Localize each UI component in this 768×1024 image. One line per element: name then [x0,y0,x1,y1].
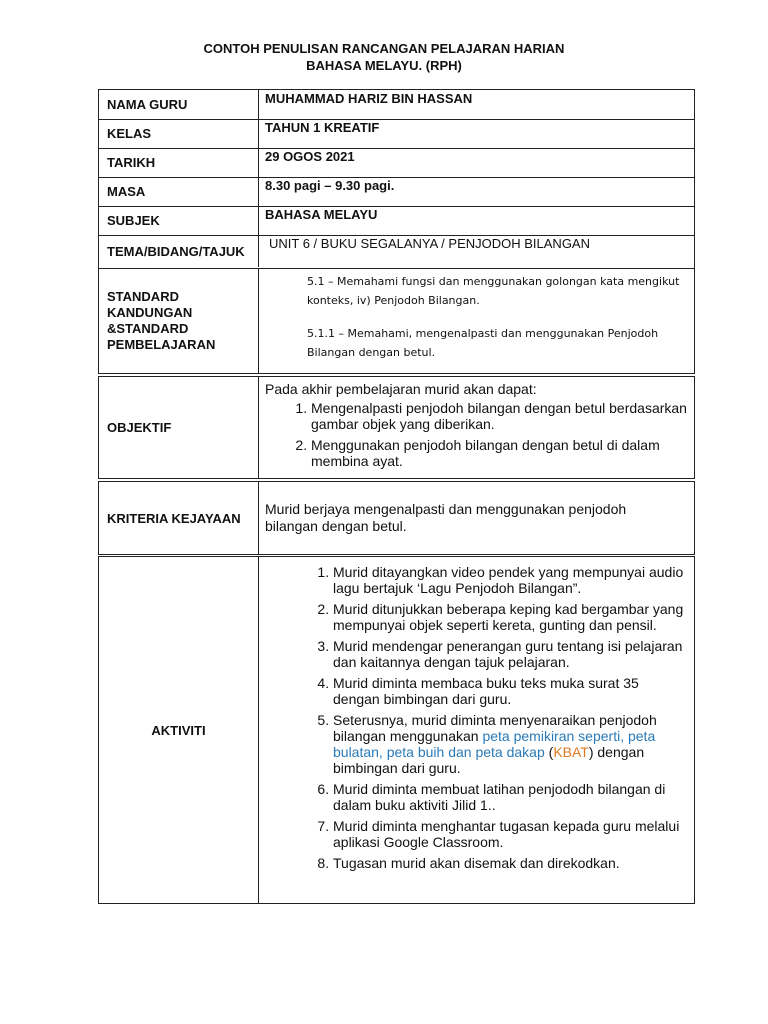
label-objektif: OBJEKTIF [99,377,259,478]
sk-line2: konteks, iv) Penjodoh Bilangan. [307,294,480,307]
label-kriteria: KRITERIA KEJAYAAN [99,482,259,554]
sk-line1: 5.1 – Memahami fungsi dan menggunakan golongan kata mengikut [307,275,680,288]
standard-content [259,269,694,373]
sp-line2: Bilangan dengan betul. [307,346,436,359]
label-standard [99,269,259,373]
label-kelas: KELAS [99,119,259,148]
standard-section [98,268,695,374]
label-standard-line2: KANDUNGAN [107,305,193,320]
aktiviti-item: 1. Murid ditayangkan video pendek yang mempunyai audio lagu bertajuk ‘Lagu Penjodoh Bilangan”. [333,564,686,596]
aktiviti-item5-kbat: KBAT [553,744,589,760]
label-aktiviti: AKTIVITI [99,557,259,903]
aktiviti-item: 7. Murid diminta menghantar tugasan kepada guru melalui aplikasi Google Classroom. [333,818,686,850]
label-subjek: SUBJEK [99,206,259,235]
label-standard-line1: STANDARD [107,289,179,304]
label-nama-guru: NAMA GURU [99,90,259,119]
value-subjek: BAHASA MELAYU [265,207,378,222]
document-title-line1: CONTOH PENULISAN RANCANGAN PELAJARAN HARIAN [203,41,565,56]
label-standard-line3: &STANDARD [107,321,189,336]
kriteria-text: Murid berjaya mengenalpasti dan menggunakan penjodoh bilangan dengan betul. [265,501,627,534]
label-tarikh: TARIKH [99,148,259,177]
aktiviti-item: 2. Murid ditunjukkan beberapa keping kad bergambar yang mempunyai objek seperti kereta, gunting dan pensil. [333,601,686,633]
label-standard-line4: PEMBELAJARAN [107,337,216,352]
kriteria-section [98,481,695,555]
label-tema: TEMA/BIDANG/TAJUK [99,235,259,267]
objektif-intro: Pada akhir pembelajaran murid akan dapat: [265,381,537,397]
row-tarikh [99,148,694,178]
value-masa: 8.30 pagi – 9.30 pagi. [265,178,395,193]
aktiviti-item: 6. Murid diminta membuat latihan penjododh bilangan di dalam buku aktiviti Jilid 1.. [333,781,686,813]
objektif-content [259,377,694,478]
aktiviti-item [333,712,686,776]
value-kelas: TAHUN 1 KREATIF [265,120,380,135]
aktiviti-item5-end: ) dengan bimbingan dari guru. [333,744,645,776]
row-nama-guru [99,90,694,120]
sp-line1: 5.1.1 – Memahami, mengenalpasti dan menggunakan Penjodoh [307,327,659,340]
objektif-item: 1. Mengenalpasti penjodoh bilangan dengan betul berdasarkan gambar objek yang diberikan. [311,400,694,432]
aktiviti-section [98,556,695,904]
aktiviti-item5-peta: peta pemikiran seperti, peta bulatan, peta buih dan peta dakap [333,728,656,760]
aktiviti-content [259,557,694,903]
document-title-line2: BAHASA MELAYU. (RPH) [306,58,462,73]
row-masa [99,177,694,207]
label-masa: MASA [99,177,259,206]
value-tarikh: 29 OGOS 2021 [265,149,355,164]
value-nama-guru: MUHAMMAD HARIZ BIN HASSAN [265,91,473,106]
aktiviti-item: 3. Murid mendengar penerangan guru tentang isi pelajaran dan kaitannya dengan tajuk pelajaran. [333,638,686,670]
row-kelas [99,119,694,149]
info-table [98,89,695,269]
row-tema [99,235,694,267]
value-tema: UNIT 6 / BUKU SEGALANYA / PENJODOH BILANGAN [269,236,590,251]
aktiviti-item: 4. Murid diminta membaca buku teks muka surat 35 dengan bimbingan dari guru. [333,675,686,707]
aktiviti-item5-text: Seterusnya, murid diminta menyenaraikan penjodoh bilangan menggunakan [333,712,657,744]
aktiviti-item: 8. Tugasan murid akan disemak dan direkodkan. [333,855,686,871]
objektif-item: 2. Menggunakan penjodoh bilangan dengan betul di dalam membina ayat. [311,437,694,469]
objektif-section [98,376,695,479]
row-subjek [99,206,694,236]
aktiviti-item5-paren: ( [544,744,554,760]
